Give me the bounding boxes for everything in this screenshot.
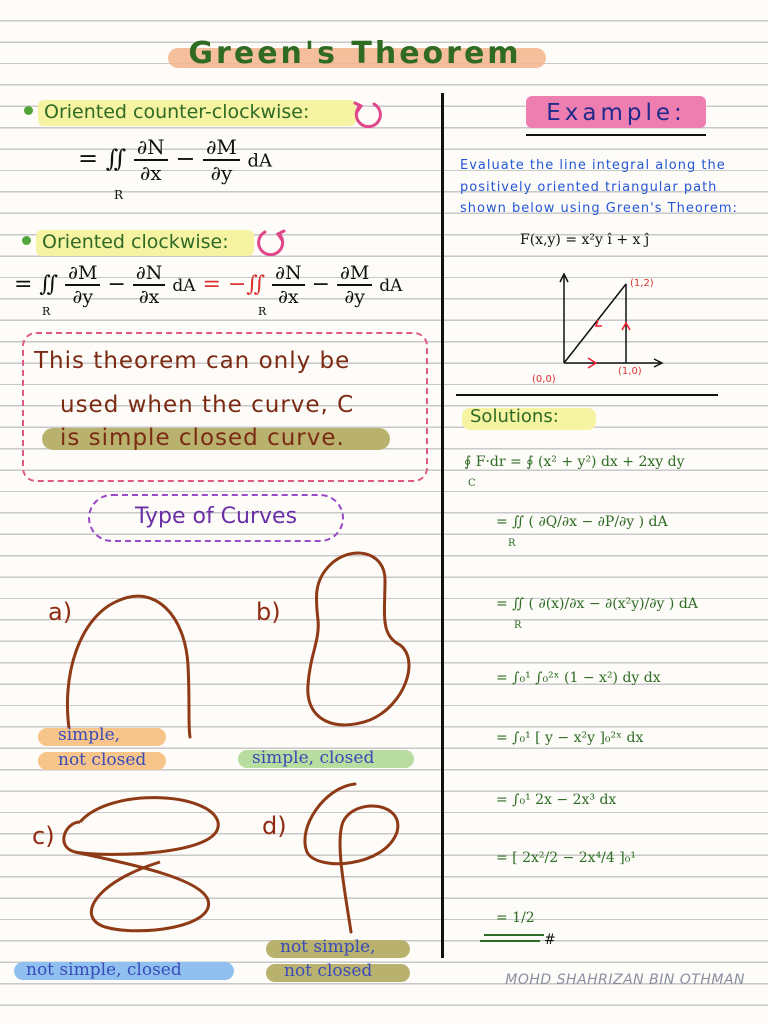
integral-sign: = ∬: [14, 272, 59, 297]
minus-sign: −: [175, 144, 196, 173]
negative-integral: = −∬: [202, 272, 266, 297]
answer-underline-2: [480, 940, 540, 942]
solution-step-1: ∮ F·dr = ∮ (x² + y²) dx + 2xy dy: [464, 454, 685, 470]
cw-label: Oriented clockwise:: [42, 231, 229, 253]
da-term: dA: [172, 276, 196, 296]
curve-b-drawing: [290, 545, 420, 735]
curve-b-caption: simple, closed: [252, 748, 375, 768]
curve-b-label: b): [256, 598, 281, 626]
curve-d-caption-1: not simple,: [280, 937, 376, 957]
frac-num: ∂M: [65, 262, 100, 286]
step-3-subscript: R: [514, 620, 522, 631]
frac-den: ∂y: [344, 286, 365, 308]
curve-a-label: a): [48, 598, 73, 626]
frac-num: ∂N: [133, 262, 165, 286]
region-label: R: [42, 305, 51, 318]
curve-a-caption-1: simple,: [58, 725, 121, 745]
solution-step-6: = ∫₀¹ 2x − 2x³ dx: [496, 792, 617, 808]
curve-c-drawing: [60, 782, 230, 942]
solution-step-2: = ∬ ( ∂Q/∂x − ∂P/∂y ) dA: [496, 514, 668, 530]
curve-d-caption-2: not closed: [284, 961, 373, 981]
bullet-icon: [22, 236, 31, 245]
clockwise-arrow-icon: [253, 226, 287, 260]
frac-den: ∂x: [278, 286, 299, 308]
prompt-line-3: shown below using Green's Theorem:: [460, 201, 738, 216]
curve-d-drawing: [285, 772, 435, 942]
solution-step-5: = ∫₀¹ [ y − x²y ]₀²ˣ dx: [496, 730, 644, 746]
solution-step-7: = [ 2x²/2 − 2x⁴/4 ]₀¹: [496, 850, 636, 866]
point-1-2: (1,2): [630, 278, 654, 289]
note-line-1: This theorem can only be: [34, 348, 351, 374]
frac-num: ∂N: [272, 262, 304, 286]
curve-a-drawing: [60, 575, 210, 745]
note-line-3: is simple closed curve.: [60, 425, 345, 451]
triangle-path-graph: [520, 268, 720, 378]
answer-underline-1: [484, 934, 544, 936]
note-line-2: used when the curve, C: [60, 392, 355, 418]
integral-sign: = ∬: [78, 144, 127, 173]
frac-num: ∂N: [134, 135, 168, 161]
curve-c-caption: not simple, closed: [26, 960, 182, 980]
type-of-curves-heading: Type of Curves: [134, 504, 298, 529]
frac-den: ∂x: [139, 161, 162, 185]
frac-den: ∂y: [72, 286, 94, 308]
region-label: R: [258, 305, 267, 318]
frac-den: ∂x: [138, 286, 160, 308]
example-underline: [526, 134, 706, 136]
curve-c-label: c): [32, 822, 55, 850]
ccw-formula: [78, 135, 272, 185]
curve-a-caption-2: not closed: [58, 750, 147, 770]
step-2-subscript: R: [508, 538, 516, 549]
column-divider: [441, 93, 444, 958]
da-term: dA: [379, 276, 403, 296]
solutions-heading: Solutions:: [470, 406, 559, 427]
minus-sign: −: [107, 272, 126, 297]
prompt-line-2: positively oriented triangular path: [460, 180, 718, 195]
cw-formula: [14, 262, 402, 308]
curve-d-label: d): [262, 812, 287, 840]
frac-num: ∂M: [337, 262, 372, 286]
end-mark: #: [544, 932, 556, 948]
solution-step-4: = ∫₀¹ ∫₀²ˣ (1 − x²) dy dx: [496, 670, 661, 686]
point-0-0: (0,0): [532, 374, 556, 385]
step-1-subscript: C: [468, 478, 476, 489]
page-title: Green's Theorem: [188, 36, 522, 71]
prompt-line-1: Evaluate the line integral along the: [460, 158, 726, 173]
bullet-icon: [24, 106, 33, 115]
frac-den: ∂y: [210, 161, 233, 185]
vector-field: F(x,y) = x²y î + x ĵ: [520, 232, 650, 248]
region-label: R: [114, 188, 124, 202]
point-1-0: (1,0): [618, 366, 642, 377]
solution-step-8: = 1/2: [496, 910, 535, 926]
solution-step-3: = ∬ ( ∂(x)/∂x − ∂(x²y)/∂y ) dA: [496, 596, 698, 612]
example-divider: [456, 394, 718, 396]
example-heading: Example:: [546, 100, 686, 126]
frac-num: ∂M: [203, 135, 240, 161]
da-term: dA: [247, 150, 273, 172]
counter-clockwise-arrow-icon: [352, 98, 386, 132]
minus-sign: −: [311, 272, 331, 297]
ccw-label: Oriented counter-clockwise:: [44, 101, 310, 123]
author-credit: MOHD SHAHRIZAN BIN OTHMAN: [505, 972, 745, 988]
